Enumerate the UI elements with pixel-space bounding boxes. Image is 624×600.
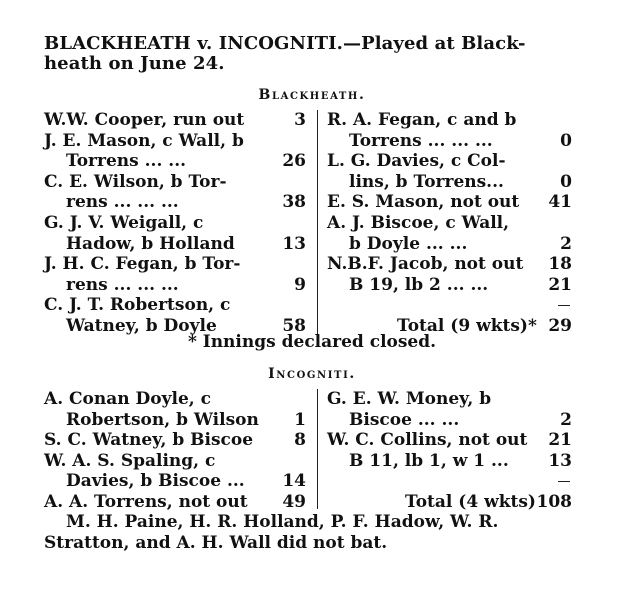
batsman-entry: W. A. S. Spaling, c Davies, b Biscoe ... 14 (44, 450, 306, 492)
runs: 38 (282, 192, 306, 213)
runs: 9 (294, 274, 306, 295)
batsman-entry: G. E. W. Money, b Biscoe ... ... 2 (327, 389, 572, 430)
did-not-bat-note (44, 512, 584, 554)
runs: 13 (548, 450, 572, 471)
total-rule (327, 471, 572, 492)
batsman-entry: L. G. Davies, c Col- lins, b Torrens... 0 (327, 151, 572, 192)
runs: 0 (560, 130, 572, 151)
runs: 41 (548, 192, 572, 213)
batsman-entry: S. C. Watney, b Biscoe 8 (44, 430, 306, 451)
blackheath-left-column (44, 110, 306, 337)
total-entry (327, 492, 572, 513)
runs: 21 (548, 430, 572, 451)
runs: 14 (282, 471, 306, 492)
batsman-entry: J. H. C. Fegan, b Tor- rens ... ... ... 9 (44, 254, 306, 295)
runs: 3 (294, 110, 306, 130)
extras-entry: B 11, lb 1, w 1 ... 13 (349, 450, 572, 471)
runs: 1 (294, 409, 306, 430)
column-divider-incogniti (317, 389, 318, 509)
runs: 8 (294, 430, 306, 451)
batsman-entry: G. J. V. Weigall, c Hadow, b Holland 13 (44, 212, 306, 254)
runs: 26 (282, 151, 306, 172)
batsman-entry: W. C. Collins, not out 21 (327, 430, 572, 451)
total-label: Total (9 wkts)* (397, 315, 537, 336)
runs: 18 (548, 254, 572, 275)
batsman-entry: A. A. Torrens, not out 49 (44, 491, 306, 512)
total-dash (558, 305, 570, 306)
incogniti-right-column (327, 389, 572, 513)
batsman-entry: R. A. Fegan, c and b Torrens ... ... ... 0 (327, 110, 572, 151)
incogniti-left-column (44, 389, 306, 513)
did-not-bat-line-1: M. H. Paine, H. R. Holland, P. F. Hadow, W. R. (66, 512, 499, 532)
total-label: Total (4 wkts) (405, 491, 536, 512)
total-dash (558, 481, 570, 482)
match-heading-line-2: heath on June 24. (44, 53, 225, 74)
batsman-entry: W.W. Cooper, run out 3 (44, 110, 306, 130)
batsman-entry: N.B.F. Jacob, not out 18 (327, 254, 572, 275)
match-heading (44, 34, 584, 74)
runs: 2 (560, 233, 572, 254)
runs: 13 (282, 233, 306, 254)
batsman-entry: C. E. Wilson, b Tor- rens ... ... ... 38 (44, 171, 306, 213)
declaration-note: * Innings declared closed. (187, 332, 437, 352)
total-rule (327, 295, 572, 316)
blackheath-team-heading: Blackheath. (258, 87, 366, 103)
runs: 49 (282, 491, 306, 512)
batsman-entry: J. E. Mason, c Wall, b Torrens ... ... 26 (44, 130, 306, 172)
batsman-entry: E. S. Mason, not out 41 (327, 192, 572, 213)
runs: 58 (282, 315, 306, 336)
extras-entry: B 19, lb 2 ... ... 21 (349, 274, 572, 295)
batsman-entry: A. Conan Doyle, c Robertson, b Wilson 1 (44, 389, 306, 430)
runs: 2 (560, 409, 572, 430)
total-runs: 108 (536, 491, 572, 512)
runs: 21 (548, 274, 572, 295)
runs: 0 (560, 171, 572, 192)
batsman-entry: C. J. T. Robertson, c Watney, b Doyle 58 (44, 295, 306, 336)
batsman-entry: A. J. Biscoe, c Wall, b Doyle ... ... 2 (327, 212, 572, 254)
did-not-bat-line-2: Stratton, and A. H. Wall did not bat. (44, 533, 388, 553)
incogniti-team-heading: Incogniti. (268, 366, 356, 382)
blackheath-right-column (327, 110, 572, 337)
match-heading-line-1: BLACKHEATH v. INCOGNITI.—Played at Black- (44, 33, 526, 54)
column-divider-blackheath (317, 110, 318, 338)
total-runs: 29 (548, 315, 572, 336)
